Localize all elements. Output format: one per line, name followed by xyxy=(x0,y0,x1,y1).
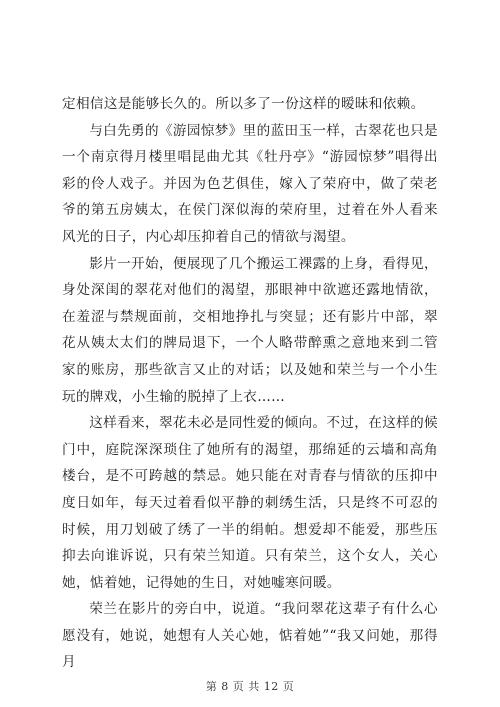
document-body xyxy=(62,91,438,676)
page-number-footer: 第 8 页 共 12 页 xyxy=(205,680,295,693)
paragraph-1: 定相信这是能够长久的。所以多了一份这样的暧昧和依赖。 xyxy=(62,96,425,112)
paragraph-4: 这样看来，翠花未必是同性爱的倾向。不过，在这样的候门中，庭院深深琐住了她所有的渴望，那绵延的云墙和高角楼台，是不可跨越的禁忌。她只能在对青春与情欲的压抑中度日如年，每天过着看似平静的刺绣生活，只是终不可忍的时候，用刀划破了绣了一半的绢帕。想爱却不能爱，那些压抑去向谁诉说，只有荣兰知道。只有荣兰，这个女人，关心她，惦着她，记得她的生日，对她嘘寒问暖。 xyxy=(62,415,438,591)
paragraph-5: 荣兰在影片的旁白中，说道。“我问翠花这辈子有什么心愿没有，她说，她想有人关心她，惦着她”“我又问她，那得月 xyxy=(62,601,438,671)
paragraph-2: 与白先勇的《游园惊梦》里的蓝田玉一样，古翠花也只是一个南京得月楼里唱昆曲尤其《牡丹亭》“游园惊梦”唱得出彩的伶人戏子。并因为色艺俱佳，嫁入了荣府中，做了荣老爷的第五房姨太，在侯门深似海的荣府里，过着在外人看来风光的日子，内心却压抑着自己的情欲与渴望。 xyxy=(62,122,438,245)
paragraph-3: 影片一开始，便展现了几个搬运工裸露的上身，看得见，身处深闺的翠花对他们的渴望，那眼神中欲遮还露地情欲，在羞涩与禁规面前，交相地挣扎与突显；还有影片中部，翠花从姨太太们的牌局退下，一个人略带醉熏之意地来到二管家的账房，那些欲言又止的对话；以及她和荣兰与一个小生玩的牌戏，小生输的脱掉了上衣…… xyxy=(62,255,438,405)
